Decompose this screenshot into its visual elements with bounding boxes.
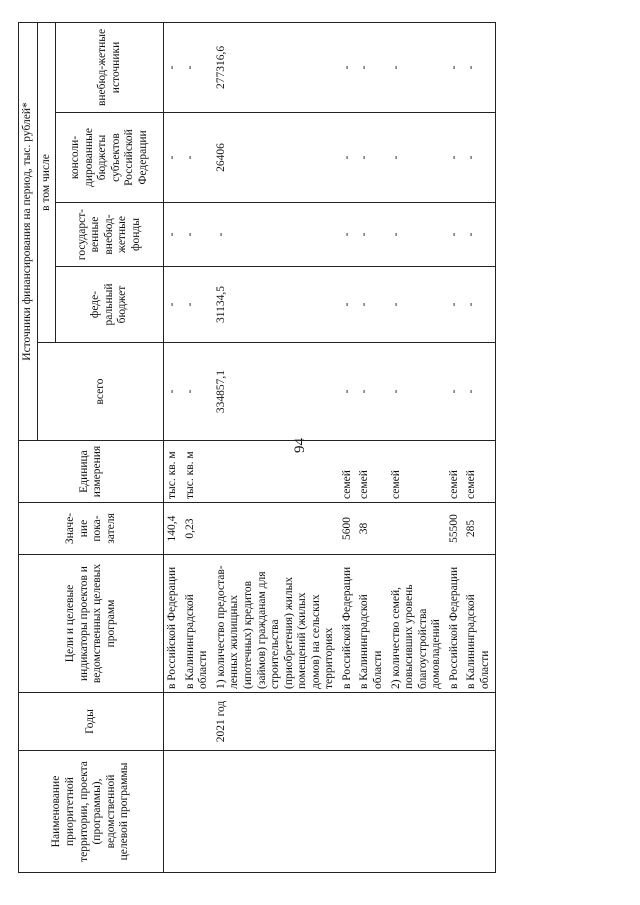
- page-number: 94: [292, 438, 308, 453]
- cell-value: 285: [463, 503, 495, 555]
- cell-total: 334857,1: [213, 343, 339, 441]
- table-row: [463, 22, 495, 872]
- cell-value: [213, 503, 339, 555]
- header-consolidated: консоли-дированные бюджеты субъектов Российской Федерации: [56, 113, 164, 203]
- cell-federal: -: [339, 267, 357, 343]
- table-row: [339, 22, 357, 872]
- cell-goal: 1) количество предостав-ленных жилищных (ипотечных) кредитов (займов) гражданам для строительства (приобретения) жилых помещений (жилых домов) на сельских территориях: [213, 555, 339, 693]
- cell-federal: -: [463, 267, 495, 343]
- header-federal: феде-ральный бюджет: [56, 267, 164, 343]
- table-row: [446, 22, 464, 872]
- cell-extrabudget: 277316,6: [213, 22, 339, 112]
- cell-extrabudget: -: [339, 22, 357, 112]
- cell-goal: в Калининградской области: [463, 555, 495, 693]
- cell-total: -: [388, 343, 446, 441]
- cell-total: -: [164, 343, 182, 441]
- cell-total: -: [446, 343, 464, 441]
- cell-consolidated: -: [356, 113, 387, 203]
- cell-year: [339, 693, 357, 751]
- header-sources: Источники финансирования на период, тыс. рублей*: [19, 22, 38, 440]
- cell-goal: в Российской Федерации: [339, 555, 357, 693]
- header-name: Наименование приоритетной территории, проекта (программы), ведомственной целевой программы: [19, 751, 164, 873]
- cell-consolidated: -: [164, 113, 182, 203]
- cell-consolidated: -: [182, 113, 213, 203]
- cell-consolidated: -: [339, 113, 357, 203]
- header-unit: Единица измерения: [19, 441, 164, 503]
- cell-year: [388, 693, 446, 751]
- cell-extrabudget: -: [182, 22, 213, 112]
- cell-total: -: [463, 343, 495, 441]
- cell-state-funds: -: [182, 203, 213, 267]
- cell-total: -: [339, 343, 357, 441]
- cell-consolidated: -: [446, 113, 464, 203]
- cell-state-funds: -: [388, 203, 446, 267]
- table-row: [182, 22, 213, 872]
- cell-year: [182, 693, 213, 751]
- cell-goal: в Российской Федерации: [446, 555, 464, 693]
- cell-value: 38: [356, 503, 387, 555]
- cell-extrabudget: -: [463, 22, 495, 112]
- cell-name: [446, 751, 464, 873]
- financing-table: [18, 22, 496, 873]
- cell-unit: тыс. кв. м: [164, 441, 182, 503]
- cell-total: -: [356, 343, 387, 441]
- rotated-table-sheet: [18, 23, 618, 873]
- table-row: [356, 22, 387, 872]
- cell-state-funds: -: [339, 203, 357, 267]
- cell-year: 2021 год: [213, 693, 339, 751]
- cell-name: [463, 751, 495, 873]
- cell-state-funds: -: [213, 203, 339, 267]
- cell-unit: семей: [388, 441, 446, 503]
- cell-name: [182, 751, 213, 873]
- cell-name: [339, 751, 357, 873]
- cell-value: 5600: [339, 503, 357, 555]
- header-value: Значе-ние пока-зателя: [19, 503, 164, 555]
- cell-extrabudget: -: [164, 22, 182, 112]
- cell-name: [356, 751, 387, 873]
- cell-unit: семей: [339, 441, 357, 503]
- cell-value: 0,23: [182, 503, 213, 555]
- table-row: [164, 22, 182, 872]
- cell-name: [213, 751, 339, 873]
- cell-unit: семей: [463, 441, 495, 503]
- header-state-funds: государст-венные внебюд-жетные фонды: [56, 203, 164, 267]
- cell-name: [164, 751, 182, 873]
- cell-value: [388, 503, 446, 555]
- cell-federal: -: [182, 267, 213, 343]
- cell-year: [446, 693, 464, 751]
- cell-unit: семей: [356, 441, 387, 503]
- cell-federal: -: [446, 267, 464, 343]
- cell-state-funds: -: [463, 203, 495, 267]
- cell-value: 55500: [446, 503, 464, 555]
- cell-federal: -: [356, 267, 387, 343]
- cell-value: 140,4: [164, 503, 182, 555]
- cell-year: [356, 693, 387, 751]
- cell-state-funds: -: [356, 203, 387, 267]
- cell-unit: семей: [446, 441, 464, 503]
- cell-extrabudget: -: [446, 22, 464, 112]
- cell-year: [164, 693, 182, 751]
- cell-year: [463, 693, 495, 751]
- cell-name: [388, 751, 446, 873]
- header-years: Годы: [19, 693, 164, 751]
- header-including: в том числе: [37, 22, 56, 342]
- cell-goal: в Калининградской области: [356, 555, 387, 693]
- cell-consolidated: 26406: [213, 113, 339, 203]
- cell-total: -: [182, 343, 213, 441]
- table-row: [388, 22, 446, 872]
- header-goals: Цели и целевые индикаторы проектов и ведомственных целевых программ: [19, 555, 164, 693]
- header-total: всего: [37, 343, 164, 441]
- cell-federal: -: [388, 267, 446, 343]
- cell-extrabudget: -: [356, 22, 387, 112]
- cell-unit: [213, 441, 339, 503]
- cell-consolidated: -: [463, 113, 495, 203]
- table-row: [213, 22, 339, 872]
- cell-goal: в Российской Федерации: [164, 555, 182, 693]
- cell-state-funds: -: [164, 203, 182, 267]
- cell-state-funds: -: [446, 203, 464, 267]
- header-extrabudget: внебюд-жетные источники: [56, 22, 164, 112]
- cell-federal: 31134,5: [213, 267, 339, 343]
- cell-unit: тыс. кв. м: [182, 441, 213, 503]
- cell-federal: -: [164, 267, 182, 343]
- cell-goal: в Калининградской области: [182, 555, 213, 693]
- cell-consolidated: -: [388, 113, 446, 203]
- cell-goal: 2) количество семей, повысивших уровень благоустройства домовладений: [388, 555, 446, 693]
- cell-extrabudget: -: [388, 22, 446, 112]
